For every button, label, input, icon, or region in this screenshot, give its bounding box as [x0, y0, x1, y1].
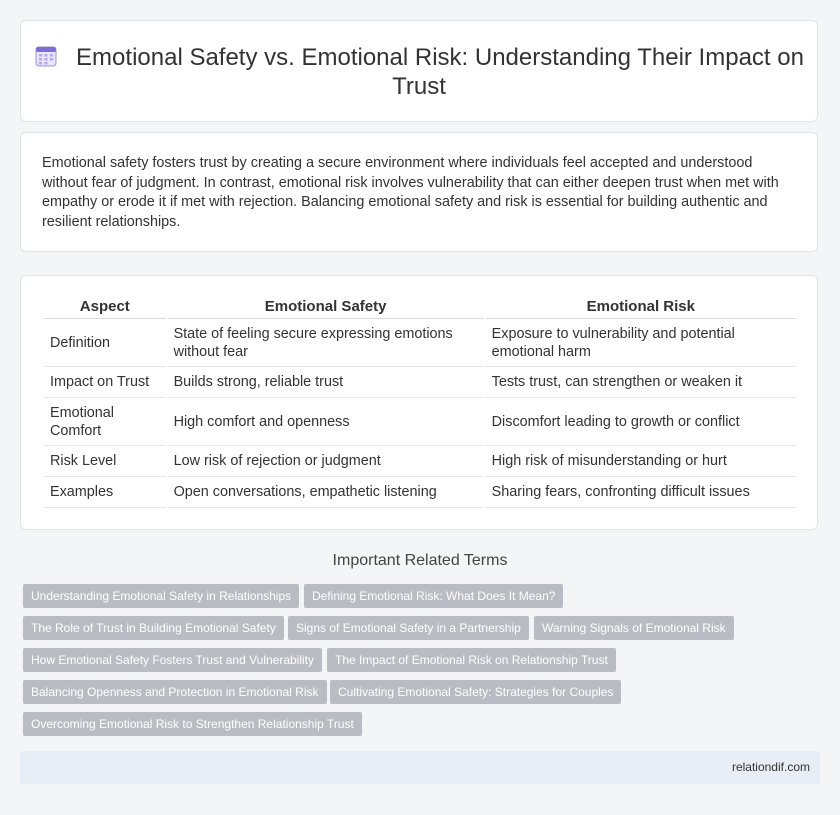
- header-card: [20, 20, 818, 122]
- related-term-tag[interactable]: Warning Signals of Emotional Risk: [534, 616, 734, 640]
- related-term-tag[interactable]: Signs of Emotional Safety in a Partnership: [288, 616, 529, 640]
- table-row: [44, 319, 796, 367]
- table-cell: Tests trust, can strengthen or weaken it: [486, 367, 796, 398]
- related-term-tag[interactable]: How Emotional Safety Fosters Trust and Vulnerability: [23, 648, 322, 672]
- table-row: [44, 367, 796, 398]
- table-row: [44, 398, 796, 446]
- comparison-table: [42, 296, 798, 508]
- table-row: [44, 477, 796, 508]
- table-cell: Examples: [44, 477, 166, 508]
- table-cell: Exposure to vulnerability and potential emotional harm: [486, 319, 796, 367]
- page-title: Emotional Safety vs. Emotional Risk: Understanding Their Impact on Trust: [76, 44, 804, 100]
- header-emotional-safety: Emotional Safety: [168, 296, 484, 319]
- table-cell: Builds strong, reliable trust: [168, 367, 484, 398]
- table-cell: Emotional Comfort: [44, 398, 166, 446]
- table-cell: Definition: [44, 319, 166, 367]
- related-term-tag[interactable]: Understanding Emotional Safety in Relationships: [23, 584, 299, 608]
- calendar-icon: [34, 44, 58, 68]
- table-cell: Impact on Trust: [44, 367, 166, 398]
- table-cell: Open conversations, empathetic listening: [168, 477, 484, 508]
- header-emotional-risk: Emotional Risk: [486, 296, 796, 319]
- table-cell: Discomfort leading to growth or conflict: [486, 398, 796, 446]
- table-cell: High comfort and openness: [168, 398, 484, 446]
- intro-card: [20, 132, 818, 252]
- intro-text: Emotional safety fosters trust by creating a secure environment where individuals feel accepted and understood without fear of judgment. In contrast, emotional risk involves vulnerability that can either deepen trust when met with empathy or erode it if met with rejection. Balancing emotional safety and risk is essential for building authentic and resilient relationships.: [42, 155, 779, 230]
- table-cell: Low risk of rejection or judgment: [168, 446, 484, 477]
- comparison-card: [20, 275, 818, 530]
- footer: [20, 751, 820, 784]
- table-cell: State of feeling secure expressing emotions without fear: [168, 319, 484, 367]
- table-row: [44, 446, 796, 477]
- related-terms-heading: Important Related Terms: [332, 552, 508, 569]
- related-term-tag[interactable]: Cultivating Emotional Safety: Strategies for Couples: [330, 680, 621, 704]
- related-term-tag[interactable]: Overcoming Emotional Risk to Strengthen Relationship Trust: [23, 712, 362, 736]
- related-term-tag[interactable]: Balancing Openness and Protection in Emotional Risk: [23, 680, 327, 704]
- related-term-tag[interactable]: The Impact of Emotional Risk on Relationship Trust: [327, 648, 616, 672]
- related-term-tag[interactable]: Defining Emotional Risk: What Does It Mean?: [304, 584, 563, 608]
- table-cell: Sharing fears, confronting difficult issues: [486, 477, 796, 508]
- table-cell: Risk Level: [44, 446, 166, 477]
- footer-site-name[interactable]: relationdif.com: [731, 760, 810, 774]
- page-title-wrap: [21, 43, 817, 101]
- table-cell: High risk of misunderstanding or hurt: [486, 446, 796, 477]
- header-aspect: Aspect: [44, 296, 166, 319]
- related-term-tag[interactable]: The Role of Trust in Building Emotional Safety: [23, 616, 284, 640]
